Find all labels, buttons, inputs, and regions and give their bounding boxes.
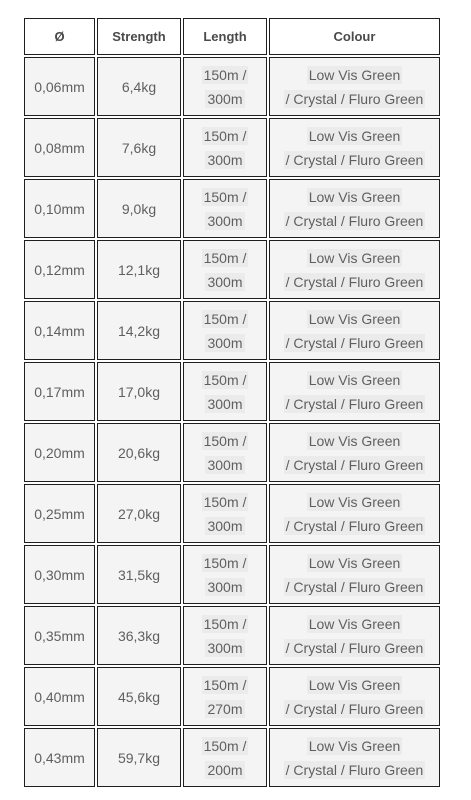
colour-line-2: / Crystal / Fluro Green [285,700,424,717]
colour-line-2: / Crystal / Fluro Green [285,90,424,107]
cell-length [183,240,267,299]
cell-colour [269,301,440,360]
cell-strength: 17,0kg [97,362,181,421]
cell-strength: 6,4kg [97,57,181,116]
colour-line-2: / Crystal / Fluro Green [285,639,424,656]
length-line-1: 150m / [203,371,247,388]
colour-line-2: / Crystal / Fluro Green [285,151,424,168]
colour-line-1: Low Vis Green [308,249,401,266]
table-row [24,484,440,543]
cell-strength: 36,3kg [97,606,181,665]
length-line-2: 270m [207,700,243,717]
colour-line-2: / Crystal / Fluro Green [285,395,424,412]
cell-length [183,606,267,665]
cell-colour [269,118,440,177]
cell-diameter: 0,43mm [24,728,95,787]
length-line-2: 300m [207,273,243,290]
colour-line-1: Low Vis Green [308,737,401,754]
cell-strength: 27,0kg [97,484,181,543]
cell-length [183,484,267,543]
cell-diameter: 0,20mm [24,423,95,482]
cell-diameter: 0,30mm [24,545,95,604]
table-row [24,362,440,421]
table-row [24,545,440,604]
length-line-2: 300m [207,578,243,595]
cell-diameter: 0,17mm [24,362,95,421]
cell-diameter: 0,06mm [24,57,95,116]
length-line-1: 150m / [203,188,247,205]
cell-length [183,118,267,177]
length-line-2: 300m [207,517,243,534]
cell-diameter: 0,10mm [24,179,95,238]
length-line-2: 300m [207,151,243,168]
colour-line-1: Low Vis Green [308,554,401,571]
cell-colour [269,484,440,543]
cell-strength: 59,7kg [97,728,181,787]
table-row [24,179,440,238]
table-row [24,728,440,787]
table-row [24,57,440,116]
length-line-2: 300m [207,90,243,107]
cell-colour [269,667,440,726]
header-length: Length [183,18,267,55]
cell-length [183,545,267,604]
cell-colour [269,57,440,116]
length-line-1: 150m / [203,737,247,754]
header-strength: Strength [97,18,181,55]
cell-length [183,362,267,421]
table-row [24,240,440,299]
cell-colour [269,728,440,787]
cell-diameter: 0,25mm [24,484,95,543]
cell-length [183,179,267,238]
spec-table [22,16,442,789]
table-row [24,606,440,665]
length-line-2: 300m [207,456,243,473]
length-line-1: 150m / [203,554,247,571]
length-line-1: 150m / [203,127,247,144]
table-row [24,667,440,726]
colour-line-1: Low Vis Green [308,676,401,693]
length-line-2: 300m [207,334,243,351]
cell-length [183,423,267,482]
colour-line-1: Low Vis Green [308,310,401,327]
cell-colour [269,362,440,421]
cell-diameter: 0,08mm [24,118,95,177]
cell-colour [269,606,440,665]
length-line-1: 150m / [203,676,247,693]
cell-strength: 14,2kg [97,301,181,360]
colour-line-2: / Crystal / Fluro Green [285,761,424,778]
cell-diameter: 0,12mm [24,240,95,299]
cell-length [183,728,267,787]
length-line-2: 300m [207,212,243,229]
length-line-1: 150m / [203,249,247,266]
length-line-1: 150m / [203,310,247,327]
cell-colour [269,240,440,299]
table-row [24,301,440,360]
colour-line-2: / Crystal / Fluro Green [285,334,424,351]
cell-length [183,301,267,360]
length-line-2: 200m [207,761,243,778]
colour-line-1: Low Vis Green [308,432,401,449]
cell-length [183,667,267,726]
header-colour: Colour [269,18,440,55]
cell-strength: 12,1kg [97,240,181,299]
table-row [24,118,440,177]
cell-diameter: 0,35mm [24,606,95,665]
colour-line-1: Low Vis Green [308,188,401,205]
cell-diameter: 0,40mm [24,667,95,726]
header-diameter: Ø [24,18,95,55]
colour-line-2: / Crystal / Fluro Green [285,273,424,290]
length-line-1: 150m / [203,493,247,510]
length-line-2: 300m [207,639,243,656]
colour-line-1: Low Vis Green [308,615,401,632]
cell-strength: 31,5kg [97,545,181,604]
spec-table-container [22,16,442,789]
length-line-2: 300m [207,395,243,412]
cell-diameter: 0,14mm [24,301,95,360]
cell-strength: 20,6kg [97,423,181,482]
colour-line-2: / Crystal / Fluro Green [285,456,424,473]
colour-line-1: Low Vis Green [308,371,401,388]
colour-line-2: / Crystal / Fluro Green [285,212,424,229]
colour-line-1: Low Vis Green [308,127,401,144]
cell-strength: 9,0kg [97,179,181,238]
length-line-1: 150m / [203,66,247,83]
length-line-1: 150m / [203,432,247,449]
table-header-row [24,18,440,55]
colour-line-2: / Crystal / Fluro Green [285,517,424,534]
colour-line-1: Low Vis Green [308,66,401,83]
colour-line-1: Low Vis Green [308,493,401,510]
cell-length [183,57,267,116]
colour-line-2: / Crystal / Fluro Green [285,578,424,595]
cell-colour [269,423,440,482]
length-line-1: 150m / [203,615,247,632]
cell-colour [269,179,440,238]
cell-colour [269,545,440,604]
cell-strength: 45,6kg [97,667,181,726]
cell-strength: 7,6kg [97,118,181,177]
table-row [24,423,440,482]
